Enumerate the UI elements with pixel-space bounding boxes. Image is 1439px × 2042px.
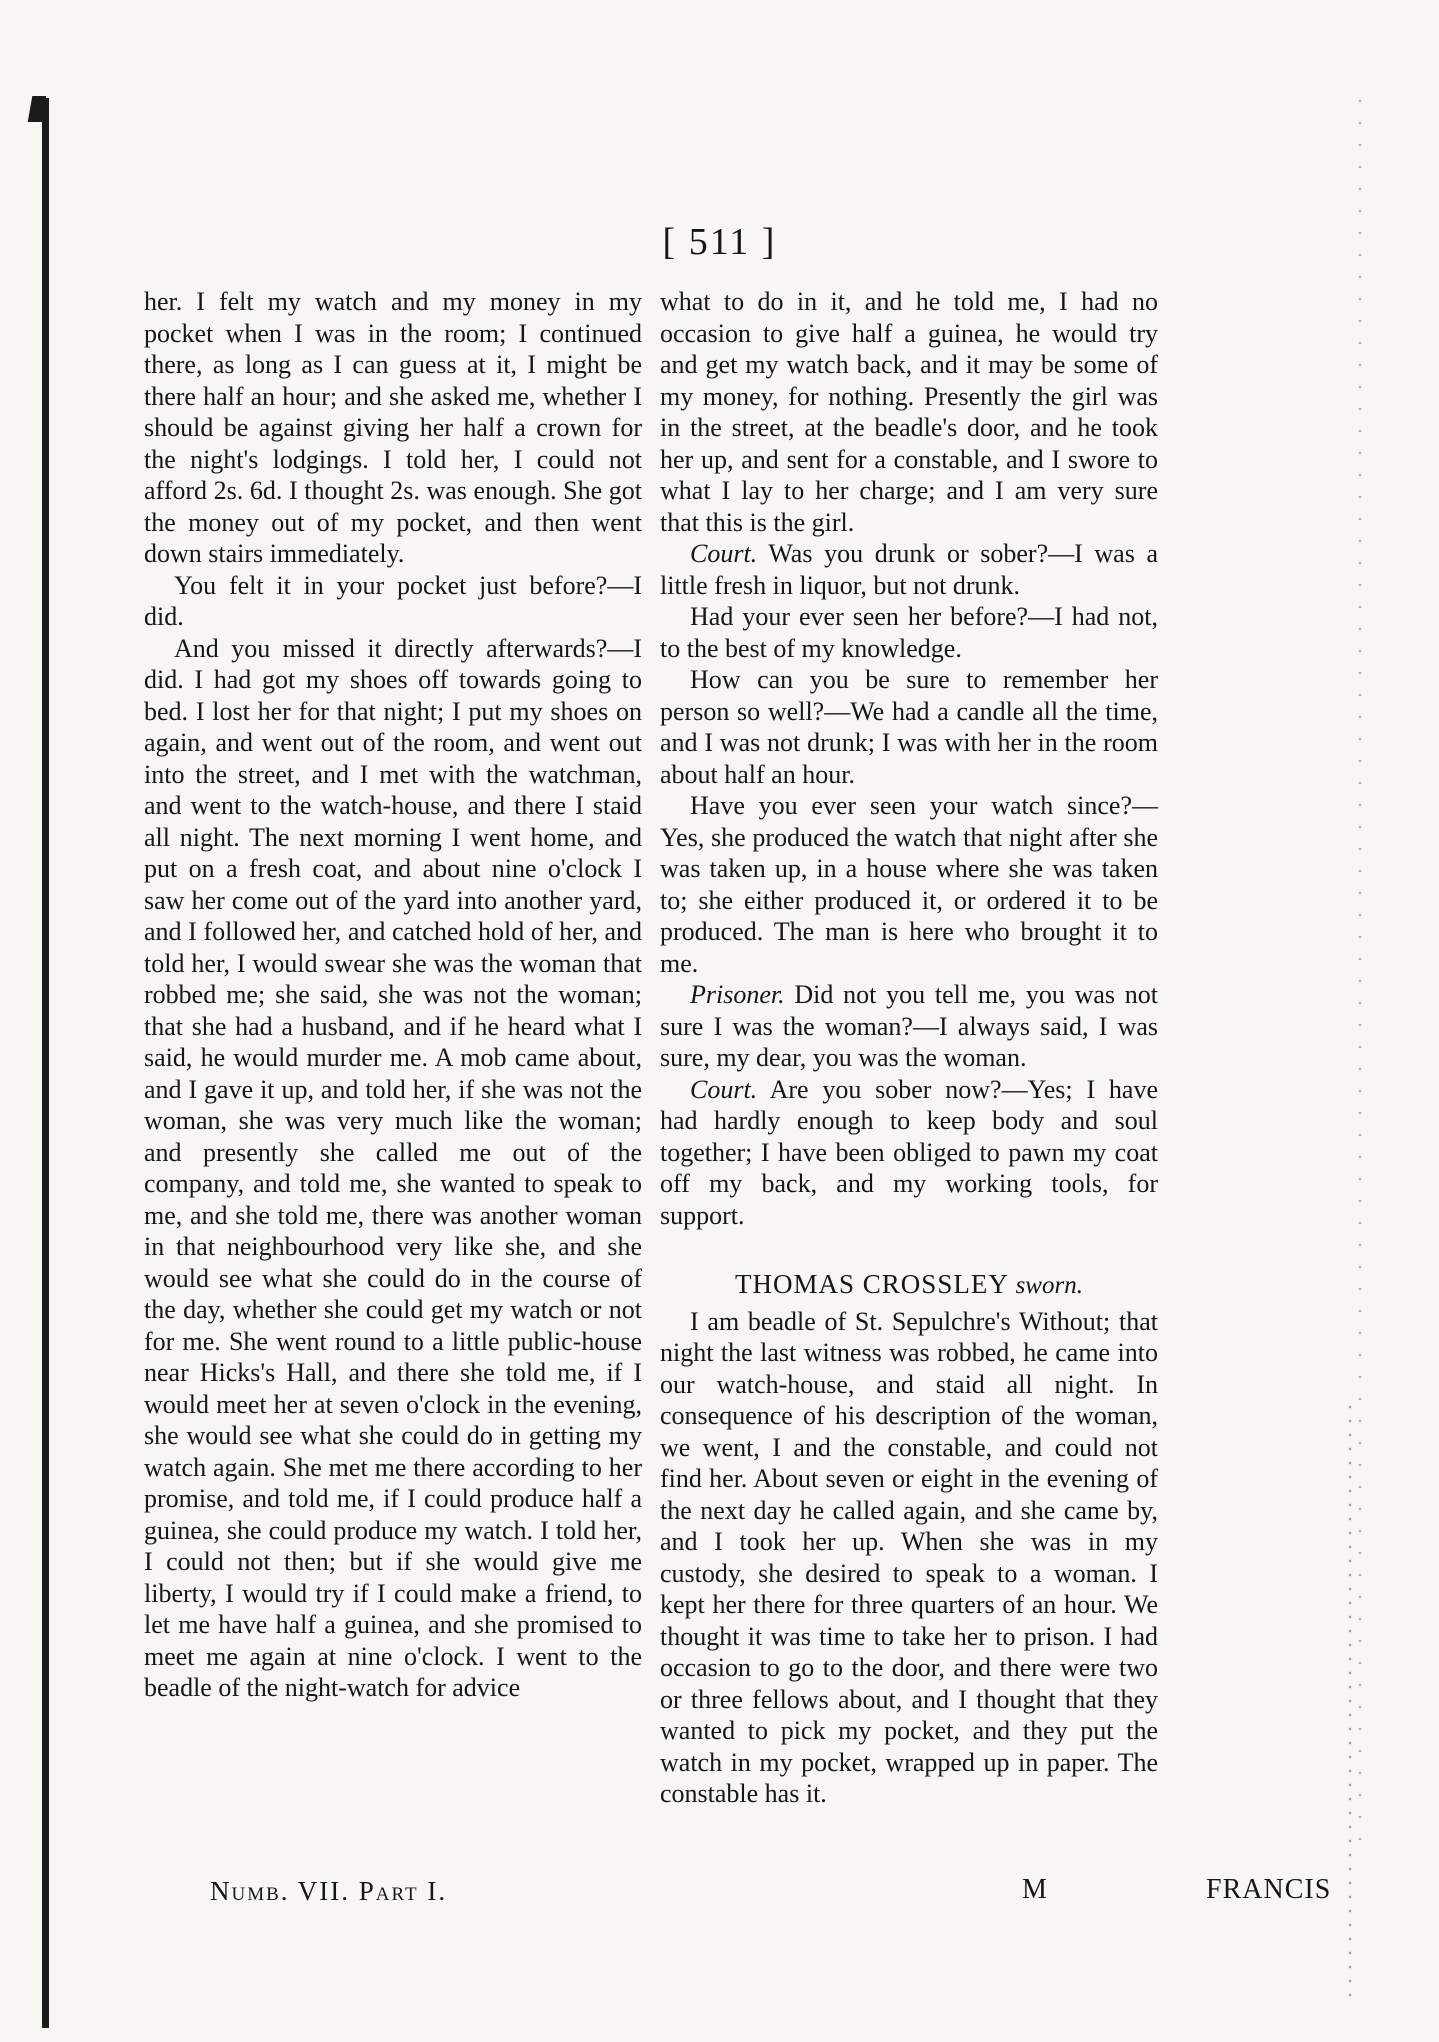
paragraph: Had your ever seen her before?—I had not, to the best of my knowledge. [660,602,1158,663]
right-column [660,286,1158,1810]
witness-sworn: sworn. [1015,1272,1083,1299]
paragraph: I am beadle of St. Sepulchre's Without; that night the last witness was robbed, he came into our watch-house, and staid all night. In consequence of his description of the woman, we went, I and the constable, and could not find her. About seven or eight in the evening of the next day he called again, and she came by, and I took her up. When she was in my custody, she desired to speak to a woman. I kept her there for three quarters of an hour. We thought it was time to take her to prison. I had occasion to go to the door, and there were two or three fellows about, and I thought that they wanted to pick my pocket, and they put the watch in my pocket, wrapped up in paper. The constable has it. [660,1306,1158,1808]
witness-heading [660,1269,1158,1302]
signature-mark: M [1022,1874,1047,1905]
speaker-label: Prisoner. [690,980,785,1009]
footer-number-part: Numb. VII. Part I. [210,1876,448,1906]
paragraph-prisoner [660,979,1158,1074]
catchword: FRANCIS [1206,1874,1332,1905]
edge-speckles-lower [1348,1400,1352,2000]
paragraph-court [660,538,1158,601]
speaker-label: Court. [690,539,758,568]
paragraph-court [660,1074,1158,1232]
paragraph: How can you be sure to remember her person so well?—We had a candle all the time, and I was not drunk; I was with her in the room about half an hour. [660,665,1158,789]
paragraph: You felt it in your pocket just before?—I did. [144,570,642,631]
speaker-label: Court. [690,1074,758,1104]
dialogue-text: Was you drunk or sober?—I was a little fresh in liquor, but not drunk. [660,539,1159,600]
witness-name: THOMAS CROSSLEY [735,1269,1008,1299]
paragraph: And you missed it directly afterwards?—I did. I had got my shoes off towards going to bed. I lost her for that night; I put my shoes on again, and went out of the room, and went out into the street, and I met with the watchman, and went to the watch-house, and there I staid all night. The next morning I went home, and put on a fresh coat, and about nine o'clock I saw her come out of the yard into another yard, and I followed her, and catched hold of her, and told her, I would swear she was the woman that robbed me; she said, she was not the woman; that she had a husband, and if he heard what I said, he would murder me. A mob came about, and I gave it up, and told her, if she was not the woman, she was very much like the woman; and presently she called me out of the company, and told me, she wanted to speak to me, and she told me, there was another woman in that neighbourhood very like she, and she would see what she could do in the course of the day, whether she could get my watch or not for me. She went round to a little public-house near Hicks's Hall, and there she told me, if I would meet her at seven o'clock in the evening, she would see what she could do in getting my watch again. She met me there according to her promise, and told me, if I could produce half a guinea, she could produce my watch. I told her, I could not then; but if she would give me liberty, I would try if I could make a friend, to let me have half a guinea, and she promised to meet me again at nine o'clock. I went to the beadle of the night-watch for advice [144,633,642,1702]
binding-rule [42,98,49,2028]
left-column [144,286,642,1704]
page-number: [ 511 ] [662,221,777,263]
paragraph: what to do in it, and he told me, I had no occasion to give half a guinea, he would try and get my watch back, and it may be some of my money, for nothing. Presently the girl was in the street, at the beadle's door, and he took her up, and sent for a constable, and I swore to what I lay to her charge; and I am very sure that this is the girl. [660,287,1158,537]
dialogue-text: Did not you tell me, you was not sure I was the woman?—I always said, I was sure, my dear, you was the woman. [660,980,1159,1072]
edge-speckles [1358,90,1362,1850]
paragraph: her. I felt my watch and my money in my pocket when I was in the room; I continued there, as long as I can guess at it, I might be there half an hour; and she asked me, whether I should be against giving her half a crown for the night's lodgings. I told her, I could not afford 2s. 6d. I thought 2s. was enough. She got the money out of my pocket, and then went down stairs immediately. [144,287,642,568]
dialogue-text: Are you sober now?—Yes; I have had hardly enough to keep body and soul together; I have been obliged to pawn my coat off my back, and my working tools, for support. [660,1074,1158,1230]
paragraph: Have you ever seen your watch since?—Yes, she produced the watch that night after she was taken up, in a house where she was taken to; she either produced it, or ordered it to be produced. The man is here who brought it to me. [660,791,1158,978]
